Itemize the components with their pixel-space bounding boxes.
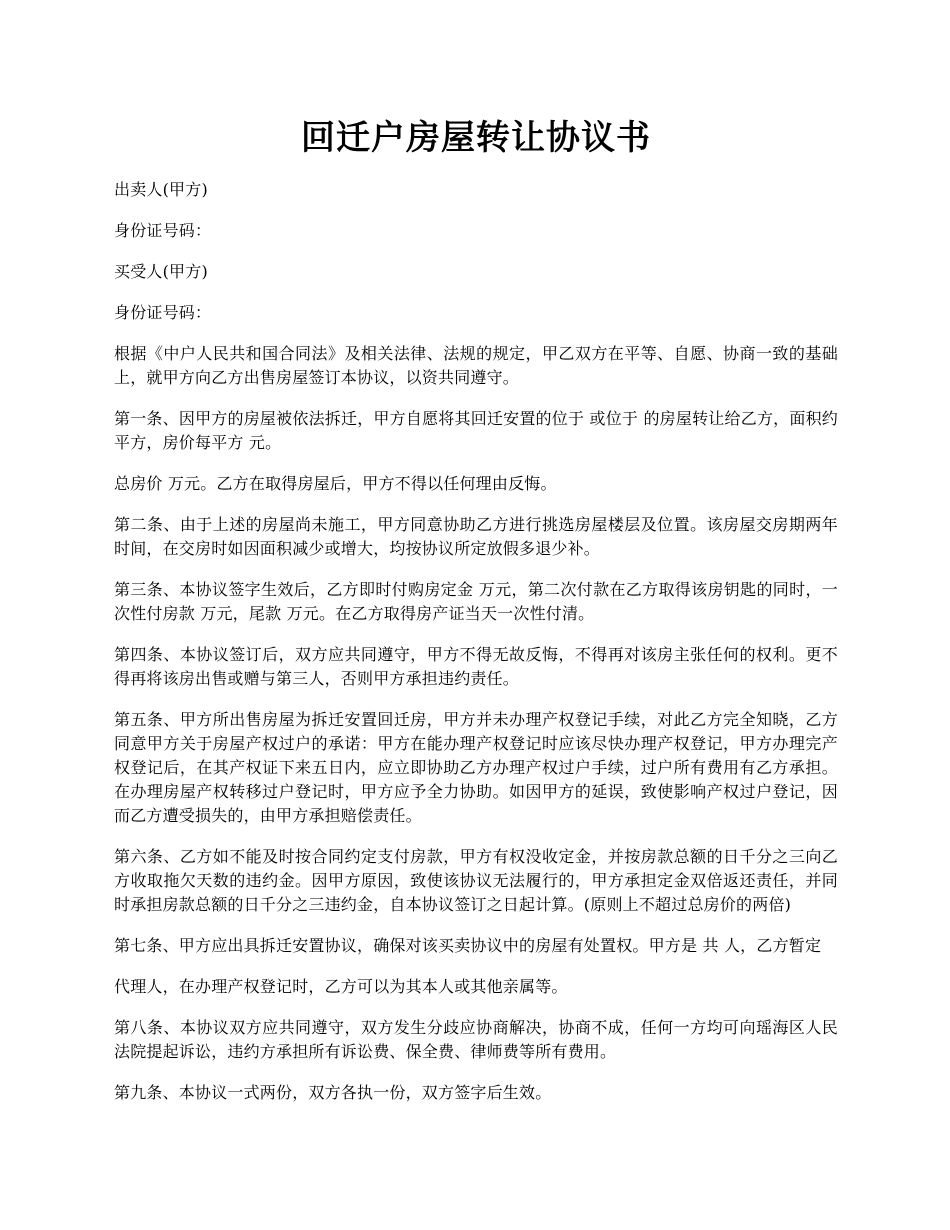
preamble: 根据《中户人民共和国合同法》及相关法律、法规的规定，甲乙双方在平等、自愿、协商一致的基础上，就甲方向乙方出售房屋签订本协议，以资共同遵守。: [114, 344, 838, 387]
article-4: 第四条、本协议签订后，双方应共同遵守，甲方不得无故反悔，不得再对该房主张任何的权利。更不得再将该房出售或赠与第三人，否则甲方承担违约责任。: [114, 645, 838, 688]
document-title: 回迁户房屋转让协议书: [301, 118, 651, 158]
article-2: 第二条、由于上述的房屋尚未施工，甲方同意协助乙方进行挑选房屋楼层及位置。该房屋交房期两年时间，在交房时如因面积减少或增大，均按协议所定放假多退少补。: [114, 515, 838, 558]
seller-id-number: 身份证号码：: [114, 221, 212, 240]
document-body: [114, 178, 838, 1122]
article-7-continued: 代理人，在办理产权登记时，乙方可以为其本人或其他亲属等。: [114, 977, 568, 996]
article-5: 第五条、甲方所出售房屋为拆迁安置回迁房，甲方并未办理产权登记手续，对此乙方完全知晓，乙方同意甲方关于房屋产权过户的承诺：甲方在能办理产权登记时应该尽快办理产权登记，甲方办理完产权登记后，在其产权证下来五日内，应立即协助乙方办理产权过户手续，过户所有费用有乙方承担。在办理房屋产权转移过户登记时，甲方应予全力协助。如因甲方的延误，致使影响产权过户登记，因而乙方遭受损失的，由甲方承担赔偿责任。: [114, 710, 838, 825]
total-price: 总房价 万元。乙方在取得房屋后，甲方不得以任何理由反悔。: [114, 474, 557, 493]
buyer-id-number: 身份证号码：: [114, 303, 212, 322]
article-3: 第三条、本协议签字生效后，乙方即时付购房定金 万元，第二次付款在乙方取得该房钥匙的同时，一次性付房款 万元，尾款 万元。在乙方取得房产证当天一次性付清。: [114, 580, 838, 623]
buyer-label: 买受人(甲方): [114, 262, 208, 281]
article-6: 第六条、乙方如不能及时按合同约定支付房款，甲方有权没收定金，并按房款总额的日千分之三向乙方收取拖欠天数的违约金。因甲方原因，致使该协议无法履行的，甲方承担定金双倍返还责任，并同时承担房款总额的日千分之三违约金，自本协议签订之日起计算。(原则上不超过总房价的两倍): [114, 847, 838, 914]
article-1: 第一条、因甲方的房屋被依法拆迁，甲方自愿将其回迁安置的位于 或位于 的房屋转让给乙方，面积约 平方，房价每平方 元。: [114, 409, 838, 452]
seller-label: 出卖人(甲方): [114, 180, 208, 199]
article-9: 第九条、本协议一式两份，双方各执一份，双方签字后生效。: [114, 1083, 552, 1102]
article-7: 第七条、甲方应出具拆迁安置协议，确保对该买卖协议中的房屋有处置权。甲方是 共 人，乙方暂定: [114, 936, 822, 955]
article-8: 第八条、本协议双方应共同遵守，双方发生分歧应协商解决，协商不成，任何一方均可向瑶海区人民法院提起诉讼，违约方承担所有诉讼费、保全费、律师费等所有费用。: [114, 1018, 838, 1061]
